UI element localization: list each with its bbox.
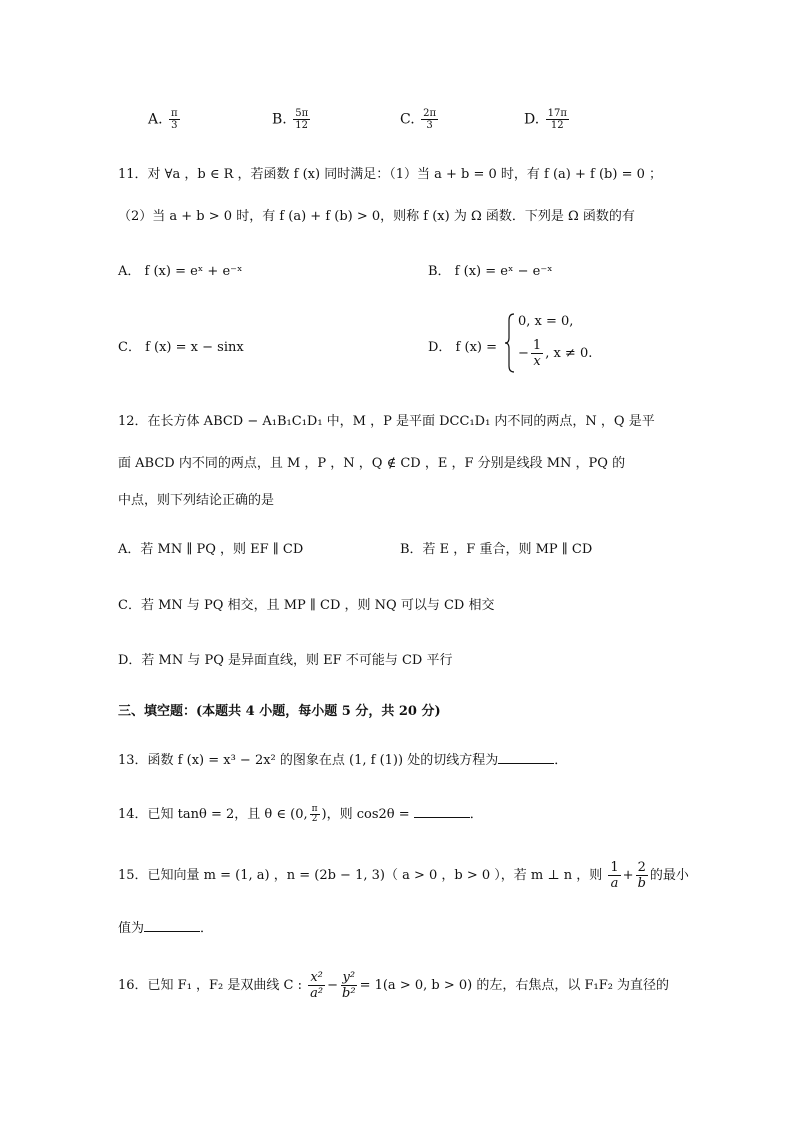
option-label: A. (148, 111, 163, 128)
q12-option-b: B．若 E ，F 重合，则 MP ∥ CD (400, 542, 593, 557)
q12-stem-line2: 面 ABCD 内不同的两点，且 M ，P ，N ，Q ∉ CD ，E ，F 分别是线段 MN ，PQ 的 (118, 456, 626, 471)
piecewise-case-1: 0, x = 0, (518, 314, 574, 329)
q10-option-b (272, 108, 312, 131)
q12-option-a: A．若 MN ∥ PQ ，则 EF ∥ CD (118, 542, 304, 557)
q12-stem-line3: 中点，则下列结论正确的是 (118, 493, 275, 508)
q10-option-d (524, 108, 571, 131)
q12-option-d: D．若 MN 与 PQ 是异面直线，则 EF 不可能与 CD 平行 (118, 653, 453, 668)
answer-blank (144, 919, 200, 932)
q13: 13．函数 f (x) = x³ − 2x² 的图象在点 (1, f (1)) 处的切线方程为 ． (118, 753, 568, 768)
section-heading: 三、填空题：(本题共 4 小题，每小题 5 分，共 20 分) (118, 704, 441, 719)
q11-option-c: C． f (x) = x − sinx (118, 340, 244, 355)
q11-option-a: A． f (x) = eˣ + e⁻ˣ (118, 264, 243, 279)
option-label: C. (400, 111, 415, 128)
q12-option-c: C．若 MN 与 PQ 相交，且 MP ∥ CD ，则 NQ 可以与 CD 相交 (118, 598, 495, 613)
q11-option-b: B． f (x) = eˣ − e⁻ˣ (428, 264, 553, 279)
q16: 16．已知 F₁ ，F₂ 是双曲线 C : $\frac{\text{x²}}{\text{a²}}$ − $\frac{\text{y²}}{\text{b²}}$ = 1(a > 0, b > 0) 的左，右焦点，以 F₁F₂ 为直径的 (118, 970, 670, 1001)
option-label: D. (524, 111, 540, 128)
option-fraction: $\frac{17\pi}{12}$ (547, 108, 567, 131)
piecewise-case-2: − $\frac{1}{x}$ , x ≠ 0. (518, 338, 593, 369)
q15-line2: 值为 ． (118, 921, 214, 936)
option-fraction: $\frac{5\pi}{12}$ (295, 108, 309, 131)
option-label: B. (272, 111, 287, 128)
option-fraction: $\frac{2\pi}{3}$ (423, 108, 437, 131)
left-brace-icon (504, 312, 516, 374)
q11-stem-line1: 11．对 ∀a ，b ∈ R ，若函数 f (x) 同时满足：（1）当 a + b = 0 时，有 f (a) + f (b) = 0 ； (118, 167, 663, 182)
option-fraction: $\frac{\pi}{3}$ (171, 108, 178, 131)
answer-blank (414, 805, 470, 818)
q11-option-d-piecewise (504, 312, 614, 376)
q11-stem-line2: （2）当 a + b > 0 时，有 f (a) + f (b) > 0，则称 f (x) 为 Ω 函数．下列是 Ω 函数的有 (118, 209, 635, 224)
q10-option-c (400, 108, 440, 131)
answer-blank (498, 751, 554, 764)
q14: 14．已知 tanθ = 2，且 θ ∈ (0, $\frac{\pi}{2}$ )，则 cos2θ = ． (118, 804, 483, 824)
q15-line1: 15．已知向量 m = (1, a) ，n = (2b − 1, 3)（ a > 0 ，b > 0 ），若 m ⊥ n ，则 $\frac{1}{a}$ + $\frac{2}{b}$ 的最小 (118, 860, 689, 891)
q11-option-d-prefix: D． f (x) = (428, 340, 497, 355)
q12-stem-line1: 12．在长方体 ABCD − A₁B₁C₁D₁ 中，M ，P 是平面 DCC₁D₁ 内不同的两点，N ，Q 是平 (118, 414, 655, 429)
q10-option-a (148, 108, 182, 131)
